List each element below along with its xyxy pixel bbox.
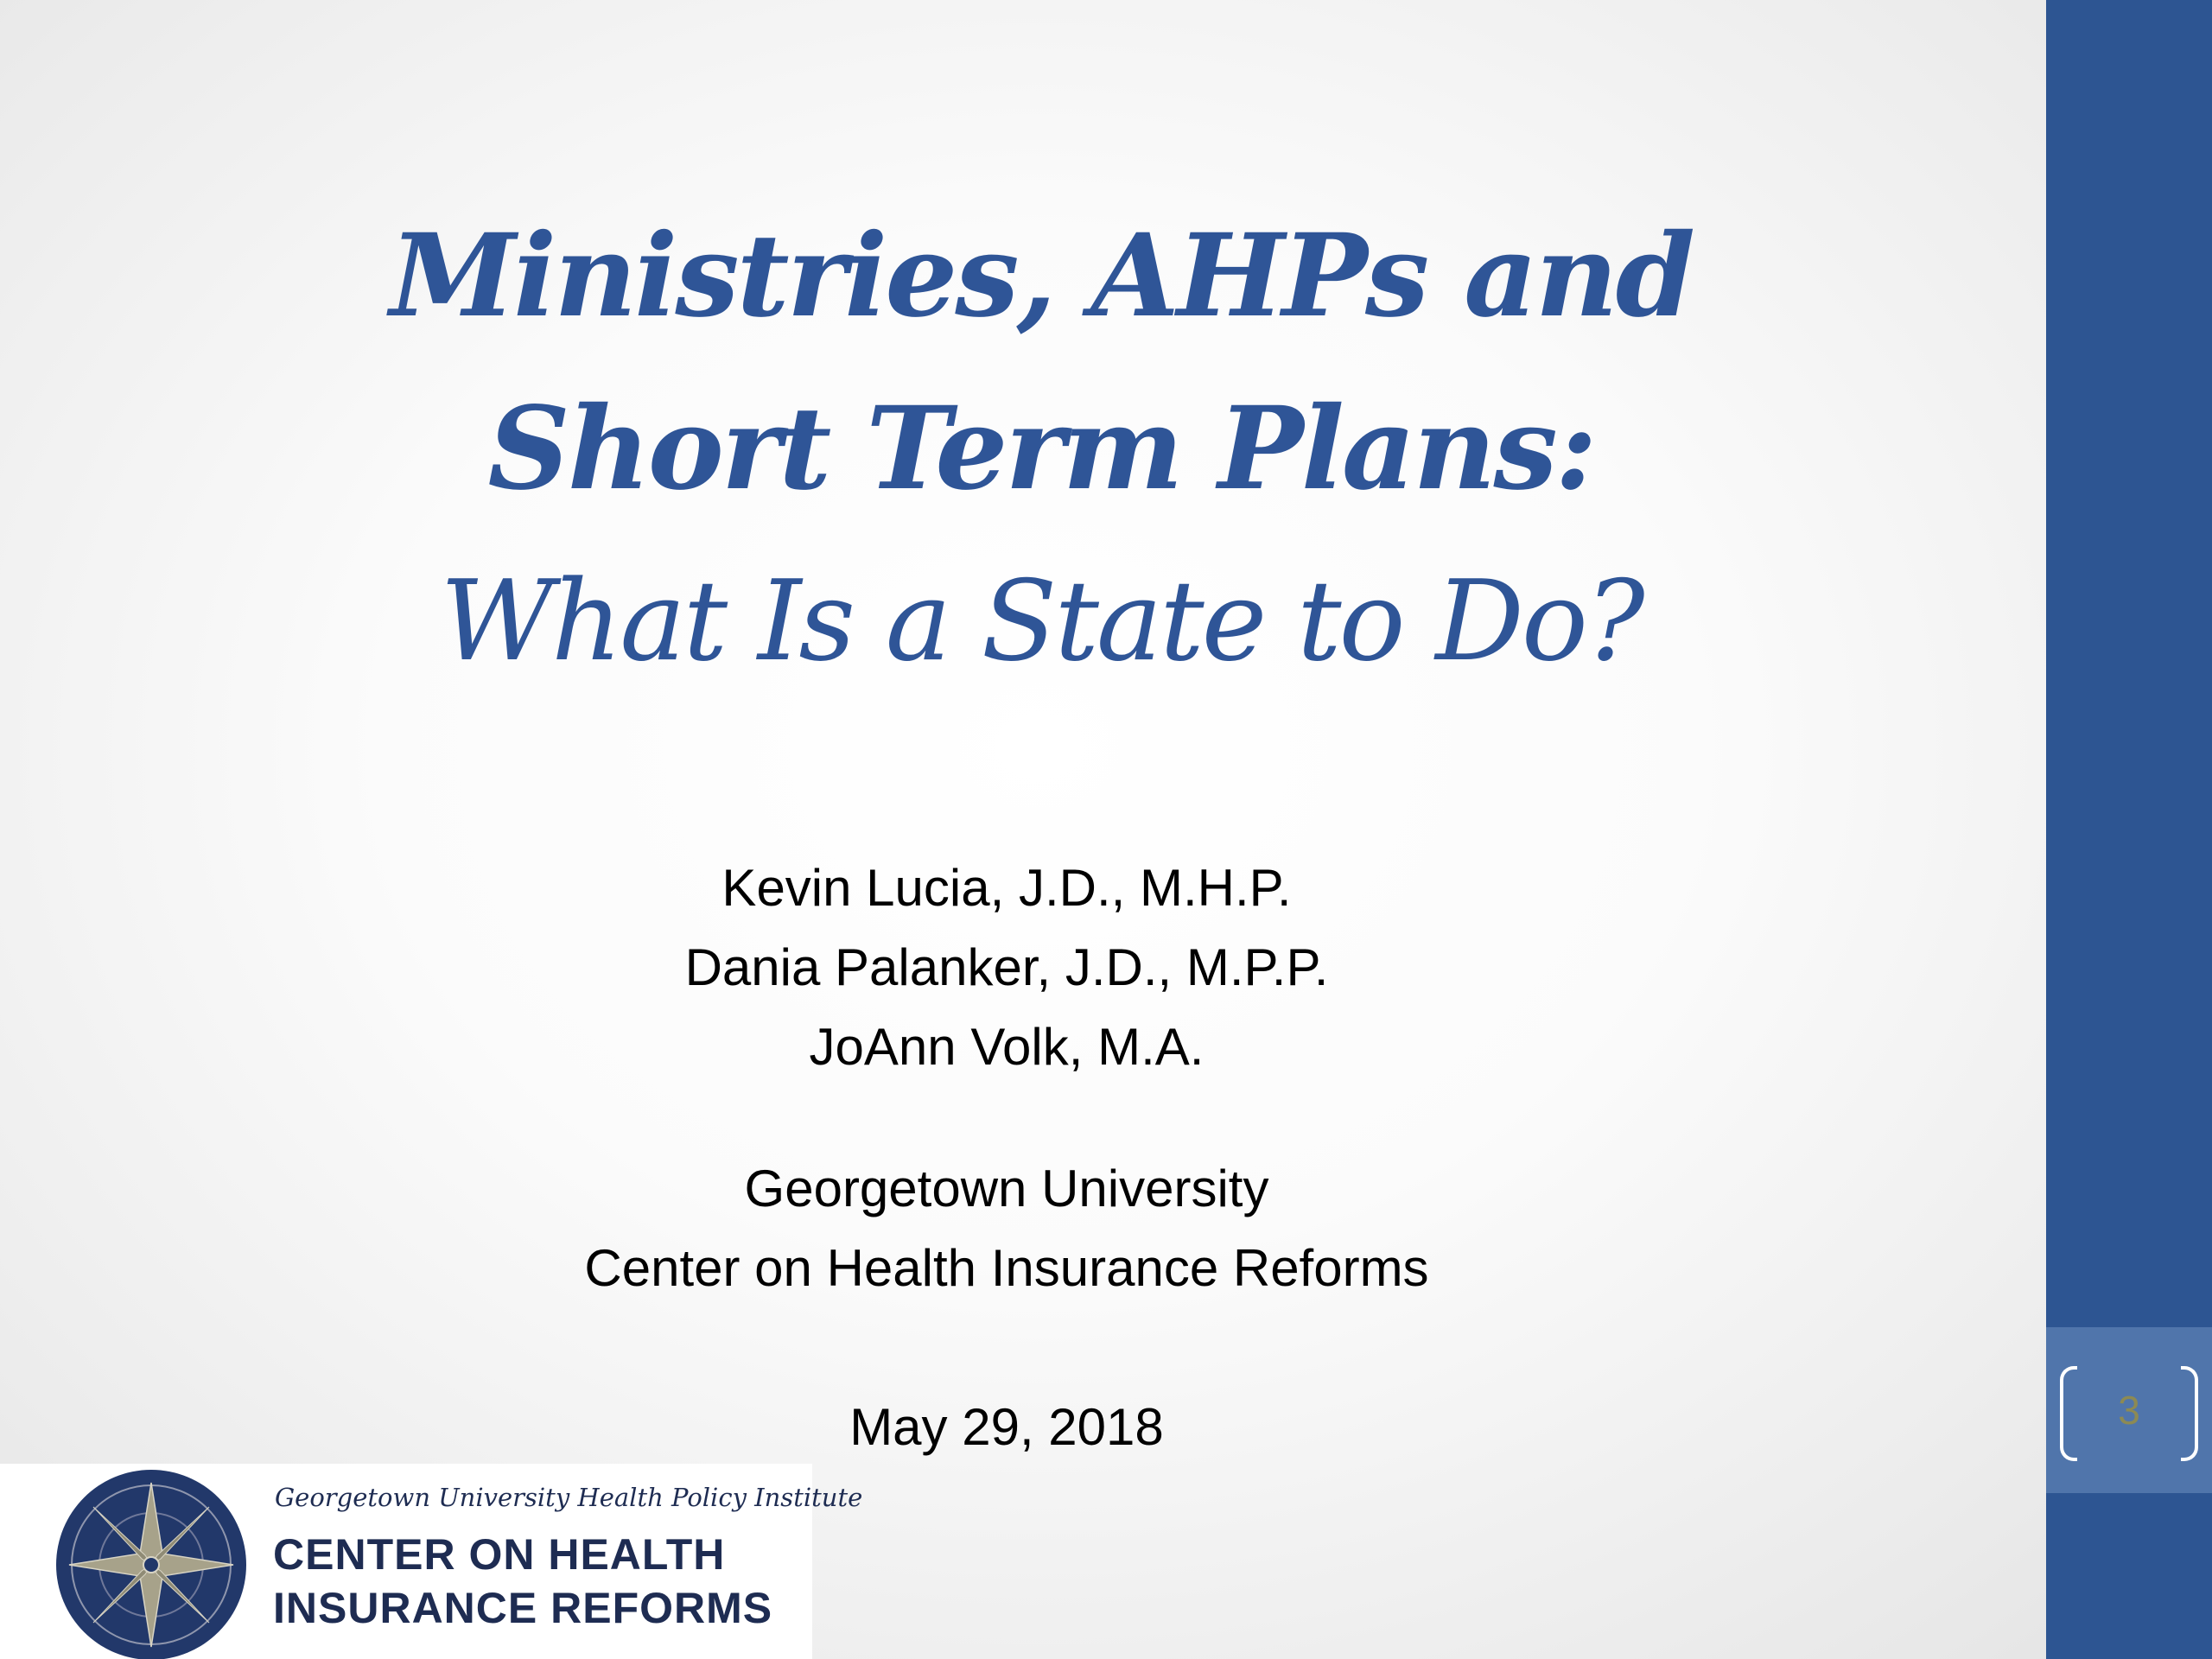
title-subtitle: What Is a State to Do?: [440, 557, 1643, 686]
title-line-2: Short Term Plans:: [487, 382, 1595, 516]
organization-line-2: Center on Health Insurance Reforms: [584, 1239, 1429, 1297]
logo-institute-name: Georgetown University Health Policy Institute: [275, 1483, 863, 1512]
presentation-date: [346, 1388, 1668, 1467]
organization-line-1: Georgetown University: [744, 1160, 1269, 1217]
author-1: Kevin Lucia, J.D., M.H.P.: [721, 859, 1292, 917]
title-line-1: Ministries, AHPs and: [389, 209, 1693, 343]
author-2: Dania Palanker, J.D., M.P.P.: [684, 938, 1329, 996]
page-number: 3: [2118, 1388, 2140, 1433]
organization: [346, 1149, 1668, 1308]
logo-name-line-2: INSURANCE REFORMS: [273, 1584, 773, 1632]
author-list: [346, 849, 1668, 1087]
logo-name-line-1: CENTER ON HEALTH: [273, 1530, 726, 1579]
author-3: JoAnn Volk, M.A.: [809, 1018, 1205, 1076]
slide-title: [294, 190, 1789, 709]
date-text: May 29, 2018: [849, 1398, 1164, 1456]
compass-seal-icon: [55, 1469, 247, 1659]
page-number-box: [2046, 1327, 2212, 1493]
